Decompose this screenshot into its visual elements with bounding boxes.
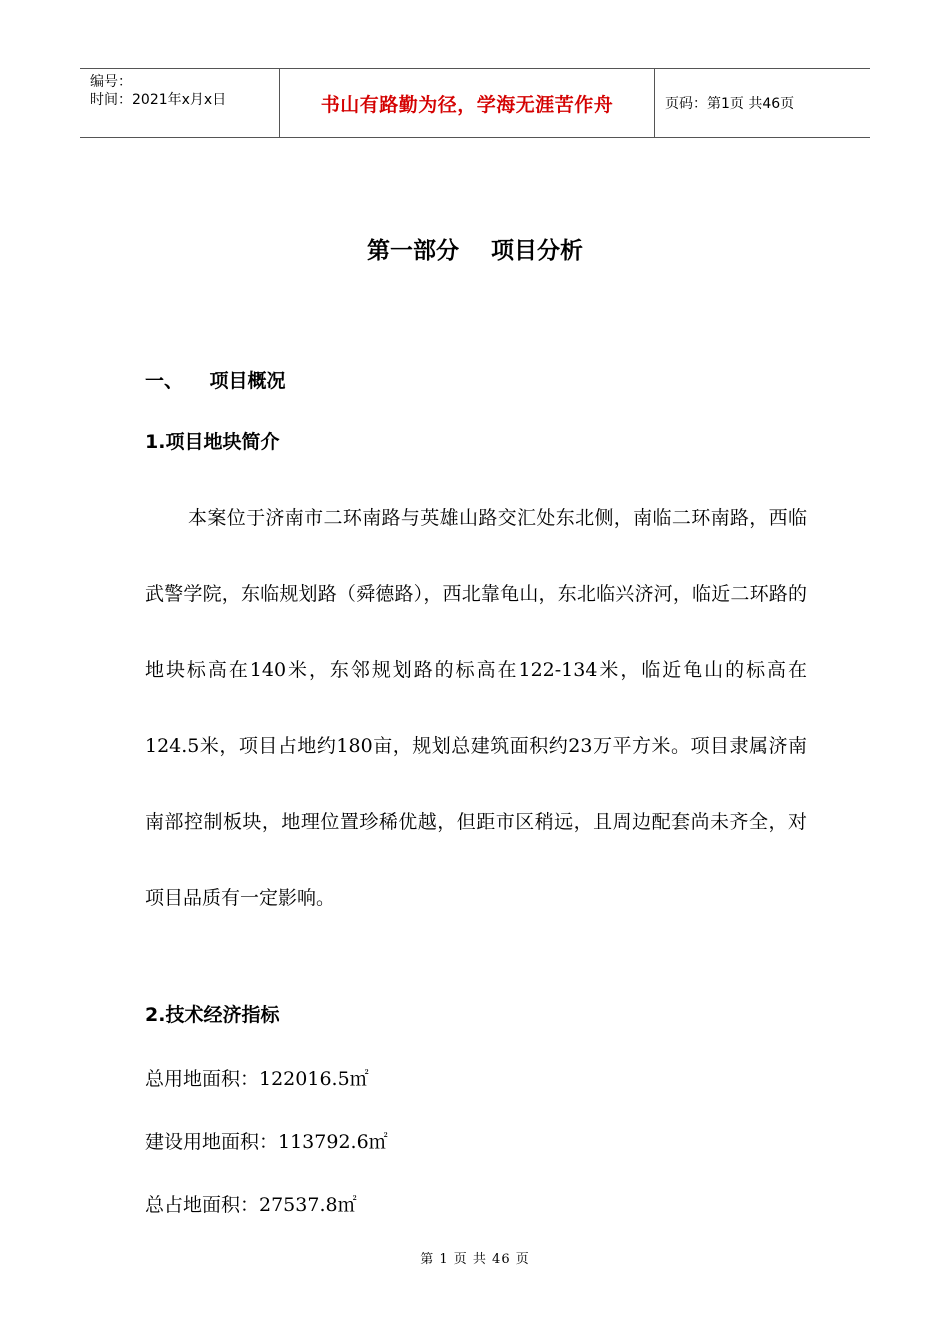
page-footer: 第 1 页 共 46 页 [420,1252,530,1267]
section-heading-overview: 一、 项目概况 [145,370,286,392]
page-header [80,68,870,138]
header-motto: 书山有路勤为径，学海无涯苦作舟 [280,69,655,137]
metric-total-footprint-area: 总占地面积：27537.8㎡ [145,1194,357,1216]
part-title: 第一部分 项目分析 [366,238,584,264]
header-meta-cell [80,69,280,137]
site-description-paragraph: 本案位于济南市二环南路与英雄山路交汇处东北侧，南临二环南路，西临武警学院，东临规划路（舜德路），西北靠龟山，东北临兴济河，临近二环路的地块标高在140米，东邻规划路的标高在122-134米，临近龟山的标高在124.5米，项目占地约180亩，规划总建筑面积约23万平方米。项目隶属济南南部控制板块，地理位置珍稀优越，但距市区稍远，且周边配套尚未齐全，对项目品质有一定影响。 [145,507,807,909]
document-number-label: 编号： [90,74,132,90]
metric-construction-land-area: 建设用地面积：113792.6㎡ [145,1131,388,1153]
metric-total-land-area: 总用地面积：122016.5㎡ [145,1068,369,1090]
document-time-label: 时间：2021年x月x日 [90,92,227,108]
header-page-info: 页码：第1页 共46页 [665,96,795,112]
subsection-heading-site: 1.项目地块简介 [145,431,280,453]
subsection-heading-indicators: 2.技术经济指标 [145,1004,280,1026]
